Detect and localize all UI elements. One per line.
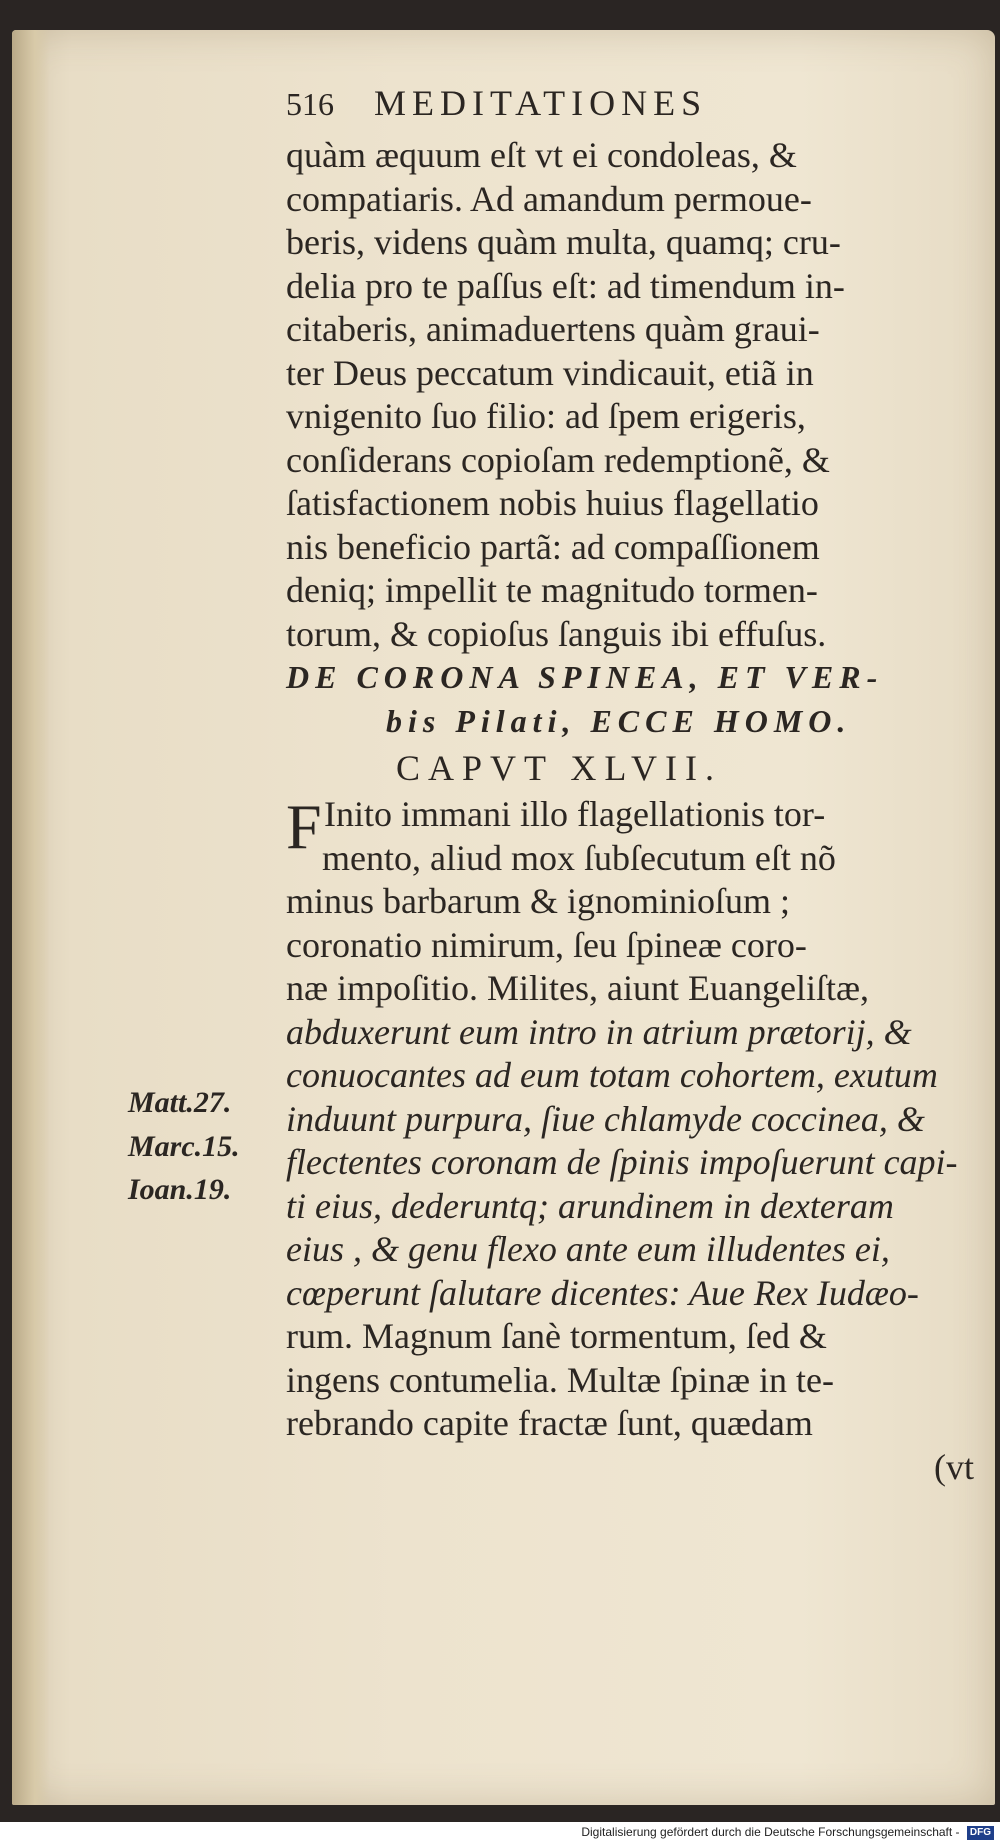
dfg-logo: DFG [967,1826,994,1840]
text-line: Inito immani illo flagellationis tor- [324,794,826,834]
text-line: ingens contumelia. Multæ ſpinæ in te- [286,1359,834,1400]
text-line: ti eius, dederuntq; arundinem in dexteram [286,1185,894,1226]
text-line: mento, aliud mox ſubſecutum eſt nõ [322,837,836,878]
text-line: næ impoſitio. Milites, aiunt Euangeliſtæ, [286,968,869,1008]
text-line: minus barbarum & ignominioſum ; [286,881,790,921]
text-line: compatiaris. Ad amandum permoue- [286,178,812,219]
text-line: ſatisfactionem nobis huius flagellatio [286,483,819,523]
text-line: nis beneficio partã: ad compaſſionem [286,526,820,567]
marginal-note-mark: Marc.15. [128,1129,240,1163]
text-block [286,82,986,1489]
text-line: induunt purpura, ſiue chlamyde coccinea, & [286,1098,925,1139]
page-number: 516 [286,86,334,122]
running-title: MEDITATIONES [374,83,708,123]
text-line: delia pro te paſſus eſt: ad timendum in- [286,265,845,306]
text-line: citaberis, animaduertens quàm graui- [286,309,820,349]
text-line: cœperunt ſalutare dicentes: Aue Rex Iudæo- [286,1272,919,1313]
text-line: ter Deus peccatum vindicauit, etiã in [286,352,814,393]
chapter-paragraph [286,793,986,1446]
chapter-heading: CAPVT XLVII. [396,748,723,788]
text-line: conuocantes ad eum totam cohortem, exutum [286,1055,938,1095]
text-line: torum, & copioſus ſanguis ibi effuſus. [286,613,827,654]
drop-capital: F [286,791,322,862]
text-line: abduxerunt eum intro in atrium prætorij, & [286,1011,912,1052]
marginal-note-matthew: Matt.27. [128,1086,232,1119]
text-line: vnigenito ſuo filio: ad ſpem erigeris, [286,396,806,436]
text-line: beris, videns quàm multa, quamq; cru- [286,222,841,262]
marginal-note-john: Ioan.19. [128,1173,232,1206]
section-title-line-2: bis Pilati, ECCE HOMO. [386,702,852,739]
footer-credit-text: Digitalisierung gefördert durch die Deutsche Forschungsgemeinschaft - [581,1825,960,1839]
text-line: eius , & genu flexo ante eum illudentes ei, [286,1229,890,1269]
text-line: conſiderans copioſam redemptionẽ, & [286,439,830,480]
running-header [286,82,986,134]
text-line: rebrando capite fractæ ſunt, quædam [286,1403,813,1443]
text-line: rum. Magnum ſanè tormentum, ſed & [286,1316,827,1356]
text-line: deniq; impellit te magnitudo tormen- [286,570,818,610]
text-line: quàm æquum eſt vt ei condoleas, & [286,135,797,175]
catchword: (vt [934,1446,974,1487]
section-title-line-1: DE CORONA SPINEA, ET VER- [286,659,884,695]
text-line: coronatio nimirum, ſeu ſpineæ coro- [286,924,807,965]
body-text-before [286,134,986,656]
marginal-notes [128,1081,240,1212]
page-gutter-edge [12,30,50,1805]
text-line: flectentes coronam de ſpinis impoſuerunt capi- [286,1142,958,1182]
digitization-footer [0,1822,1000,1843]
